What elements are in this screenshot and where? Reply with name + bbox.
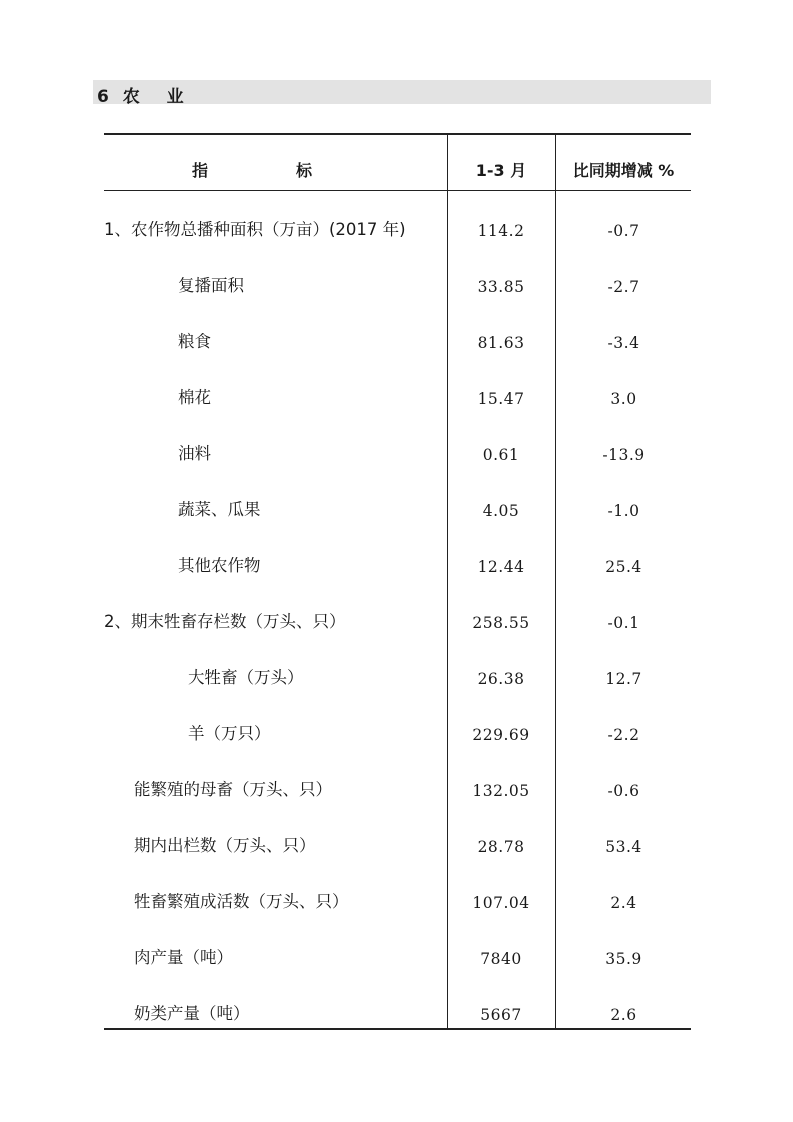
table-row	[104, 328, 691, 384]
row-label: 棉花	[178, 388, 211, 407]
row-change: -0.1	[607, 614, 640, 632]
section-header-bar	[93, 80, 711, 107]
row-change: 3.0	[610, 390, 637, 408]
table-row	[104, 720, 691, 776]
row-label: 肉产量（吨）	[134, 948, 233, 967]
row-label: 粮食	[178, 332, 211, 351]
row-value: 0.61	[482, 446, 520, 464]
header-change: 比同期增减 %	[572, 161, 675, 180]
row-value: 33.85	[477, 278, 525, 296]
table-row	[104, 608, 691, 664]
row-value: 5667	[480, 1006, 522, 1024]
row-value: 258.55	[472, 614, 530, 632]
table-row	[104, 832, 691, 888]
table-row	[104, 216, 691, 272]
row-change: -13.9	[602, 446, 645, 464]
table-row	[104, 888, 691, 944]
row-change: -2.2	[607, 726, 640, 744]
row-value: 12.44	[477, 558, 525, 576]
row-label: 1、农作物总播种面积（万亩）(2017 年)	[104, 220, 406, 239]
table-row	[104, 272, 691, 328]
row-value: 7840	[480, 950, 522, 968]
row-value: 229.69	[472, 726, 530, 744]
table-row	[104, 664, 691, 720]
row-change: 12.7	[605, 670, 642, 688]
row-value: 4.05	[482, 502, 520, 520]
row-change: 2.6	[610, 1006, 637, 1024]
agriculture-table	[104, 133, 691, 1031]
row-label: 大牲畜（万头）	[188, 668, 304, 687]
row-label: 蔬菜、瓜果	[178, 500, 261, 519]
table-row	[104, 776, 691, 832]
table-row	[104, 384, 691, 440]
header-indicator-part2: 标	[296, 161, 313, 180]
row-change: -2.7	[607, 278, 640, 296]
row-label: 2、期末牲畜存栏数（万头、只）	[104, 612, 346, 631]
row-value: 15.47	[477, 390, 525, 408]
row-change: 35.9	[605, 950, 642, 968]
row-label: 能繁殖的母畜（万头、只）	[134, 780, 332, 799]
row-change: 53.4	[605, 838, 642, 856]
row-value: 107.04	[472, 894, 530, 912]
table-row	[104, 1000, 691, 1028]
row-label: 其他农作物	[178, 556, 261, 575]
table-row	[104, 440, 691, 496]
row-value: 132.05	[472, 782, 530, 800]
table-bottom-rule	[104, 1028, 691, 1030]
row-change: -3.4	[607, 334, 640, 352]
row-change: -1.0	[607, 502, 640, 520]
row-value: 81.63	[477, 334, 525, 352]
row-change: 25.4	[605, 558, 642, 576]
row-change: 2.4	[610, 894, 637, 912]
section-title: 6 农 业	[97, 87, 185, 107]
header-period: 1-3 月	[475, 161, 527, 180]
table-row	[104, 552, 691, 608]
row-label: 羊（万只）	[188, 724, 271, 743]
row-label: 复播面积	[178, 276, 244, 295]
row-change: -0.6	[607, 782, 640, 800]
row-label: 油料	[178, 444, 211, 463]
header-indicator-part1: 指	[192, 161, 209, 180]
row-label: 期内出栏数（万头、只）	[134, 836, 316, 855]
row-value: 114.2	[477, 222, 525, 240]
row-label: 奶类产量（吨）	[134, 1004, 250, 1023]
row-value: 26.38	[477, 670, 525, 688]
table-row	[104, 496, 691, 552]
row-label: 牲畜繁殖成活数（万头、只）	[134, 892, 349, 911]
table-top-rule	[104, 133, 691, 135]
row-change: -0.7	[607, 222, 640, 240]
row-value: 28.78	[477, 838, 525, 856]
table-row	[104, 944, 691, 1000]
